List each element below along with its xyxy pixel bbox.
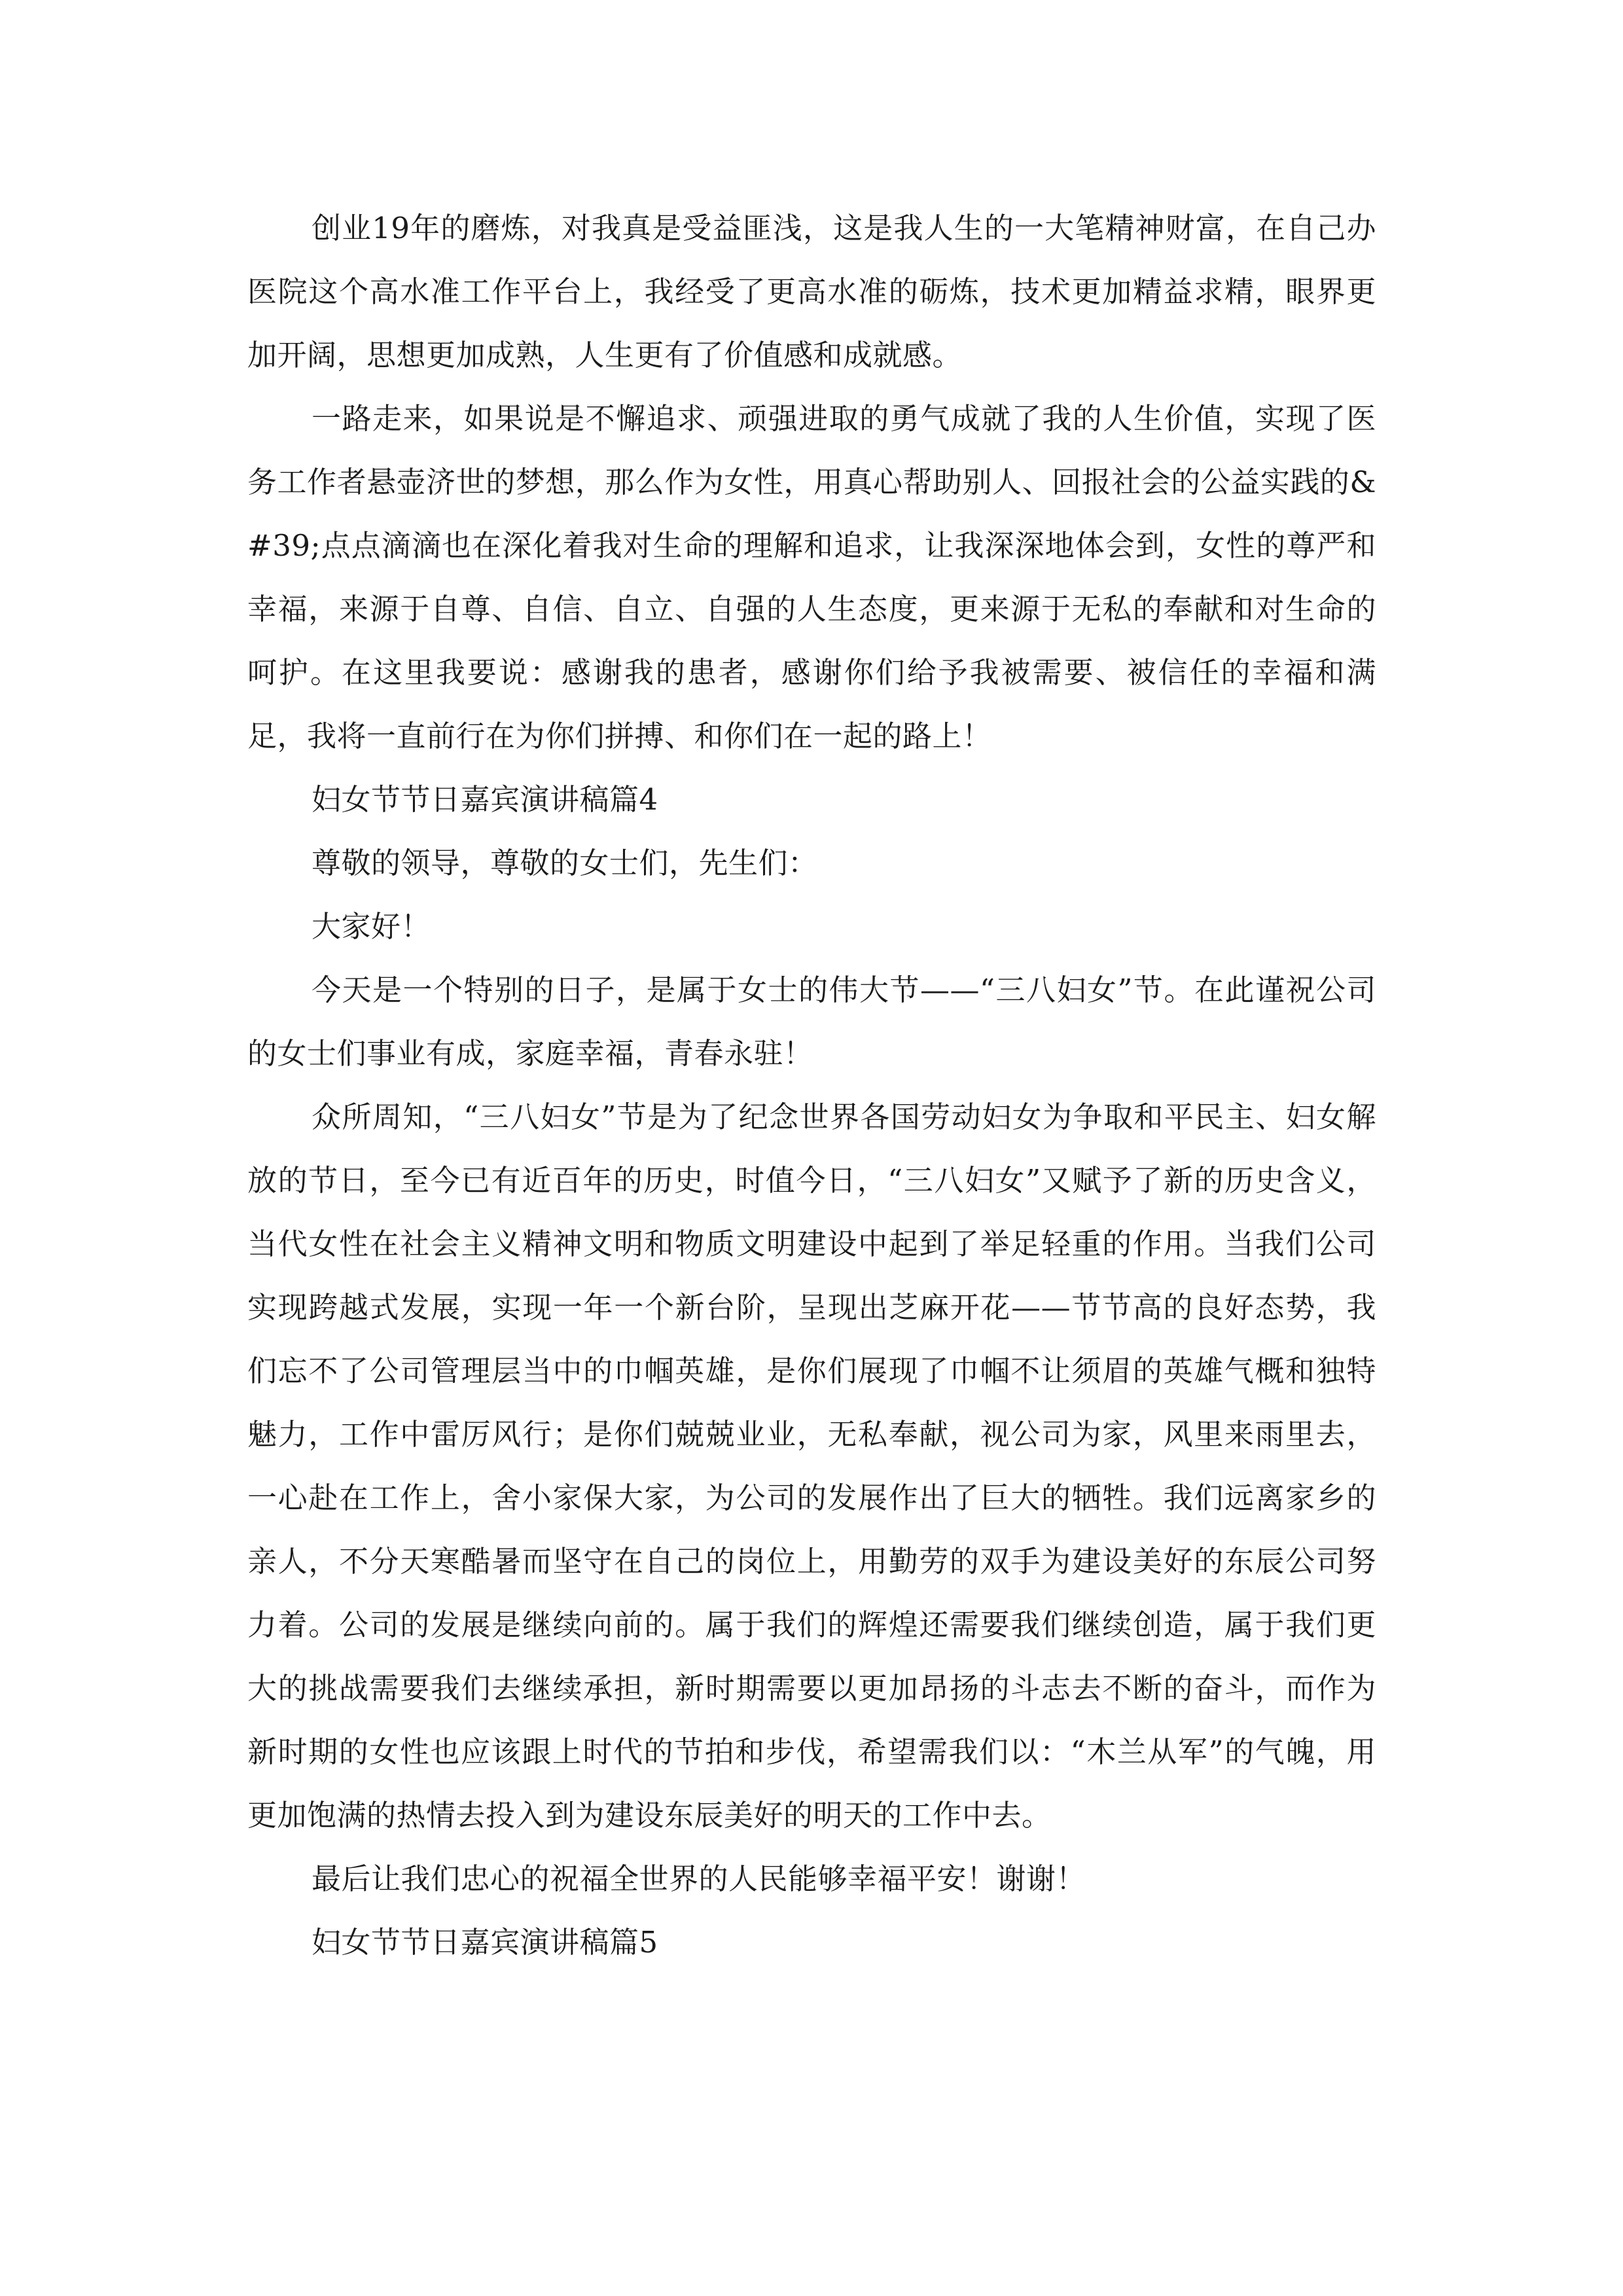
closing-paragraph: 最后让我们忠心的祝福全世界的人民能够幸福平安！谢谢！ [312, 1861, 1086, 1896]
paragraph: 一路走来，如果说是不懈追求、顽强进取的勇气成就了我的人生价值，实现了医务工作者悬壶济世的梦想，那么作为女性，用真心帮助别人、回报社会的公益实践的&#39;点点滴滴也在深化着我对生命的理解和追求，让我深深地体会到，女性的尊严和幸福，来源于自尊、自信、自立、自强的人生态度，更来源于无私的奉献和对生命的呵护。在这里我要说：感谢我的患者，感谢你们给予我被需要、被信任的幸福和满足，我将一直前行在为你们拼搏、和你们在一起的路上！ [247, 401, 1376, 753]
greeting: 大家好！ [312, 909, 431, 944]
salutation: 尊敬的领导，尊敬的女士们，先生们： [312, 846, 818, 880]
paragraph: 创业19年的磨炼，对我真是受益匪浅，这是我人生的一大笔精神财富，在自己办医院这个高水准工作平台上，我经受了更高水准的砺炼，技术更加精益求精，眼界更加开阔，思想更加成熟，人生更有了价值感和成就感。 [247, 211, 1376, 372]
section-heading: 妇女节节日嘉宾演讲稿篇5 [312, 1925, 658, 1960]
paragraph: 今天是一个特别的日子，是属于女士的伟大节——“三八妇女”节。在此谨祝公司的女士们事业有成，家庭幸福，青春永驻！ [247, 973, 1376, 1071]
paragraph: 众所周知，“三八妇女”节是为了纪念世界各国劳动妇女为争取和平民主、妇女解放的节日，至今已有近百年的历史，时值今日，“三八妇女”又赋予了新的历史含义，当代女性在社会主义精神文明和物质文明建设中起到了举足轻重的作用。当我们公司实现跨越式发展，实现一年一个新台阶，呈现出芝麻开花——节节高的良好态势，我们忘不了公司管理层当中的巾帼英雄，是你们展现了巾帼不让须眉的英雄气概和独特魅力，工作中雷厉风行；是你们兢兢业业，无私奉献，视公司为家，风里来雨里去，一心赴在工作上，舍小家保大家，为公司的发展作出了巨大的牺牲。我们远离家乡的亲人，不分天寒酷暑而坚守在自己的岗位上，用勤劳的双手为建设美好的东辰公司努力着。公司的发展是继续向前的。属于我们的辉煌还需要我们继续创造，属于我们更大的挑战需要我们去继续承担，新时期需要以更加昂扬的斗志去不断的奋斗，而作为新时期的女性也应该跟上时代的节拍和步伐，希望需我们以：“木兰从军”的气魄，用更加饱满的热情去投入到为建设东辰美好的明天的工作中去。 [247, 1100, 1376, 1833]
document-body [247, 196, 1376, 1974]
section-heading: 妇女节节日嘉宾演讲稿篇4 [312, 782, 658, 817]
